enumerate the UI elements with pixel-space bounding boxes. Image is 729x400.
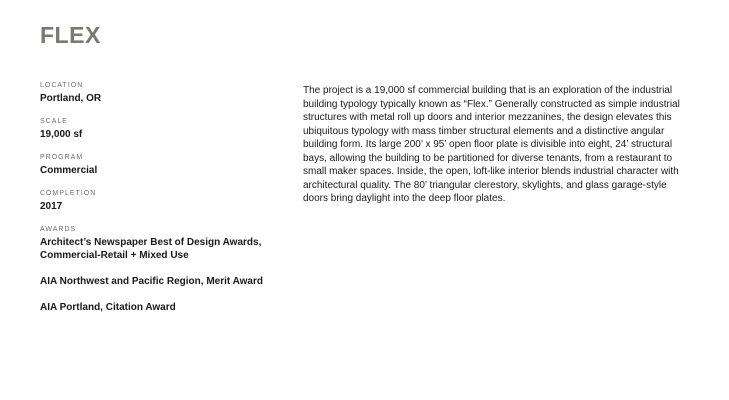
program-value: Commercial: [40, 165, 98, 176]
awards-label: AWARDS: [40, 226, 77, 233]
location-group: [40, 82, 290, 105]
program-group: [40, 154, 290, 177]
scale-value: 19,000 sf: [40, 129, 83, 140]
project-details: [40, 82, 290, 327]
project-title: FLEX: [40, 22, 101, 48]
award-item: AIA Portland, Citation Award: [40, 302, 176, 313]
location-label: LOCATION: [40, 82, 84, 89]
completion-label: COMPLETION: [40, 190, 97, 197]
awards-group: [40, 226, 290, 314]
program-label: PROGRAM: [40, 154, 84, 161]
scale-group: [40, 118, 290, 141]
award-item: AIA Northwest and Pacific Region, Merit Award: [40, 276, 263, 287]
completion-value: 2017: [40, 201, 63, 212]
completion-group: [40, 190, 290, 213]
scale-label: SCALE: [40, 118, 68, 125]
award-item: Architect’s Newspaper Best of Design Awards, Commercial-Retail + Mixed Use: [40, 237, 262, 261]
project-description: The project is a 19,000 sf commercial building that is an exploration of the industrial building typology typically known as “Flex.” Generally constructed as simple industrial structures with metal roll up doors and interior mezzanines, the design elevates this ubiquitous typology with mass timber structural elements and a distinctive angular building form. Its large 200’ x 95’ open floor plate is divisible into eight, 24’ structural bays, allowing the building to be partitioned for diverse tenants, from a restaurant to small maker spaces. Inside, the open, loft-like interior blends industrial character with architectural quality. The 80’ triangular clerestory, skylights, and glass garage-style doors bring daylight into the deep floor plates.: [303, 85, 680, 204]
location-value: Portland, OR: [40, 93, 102, 104]
